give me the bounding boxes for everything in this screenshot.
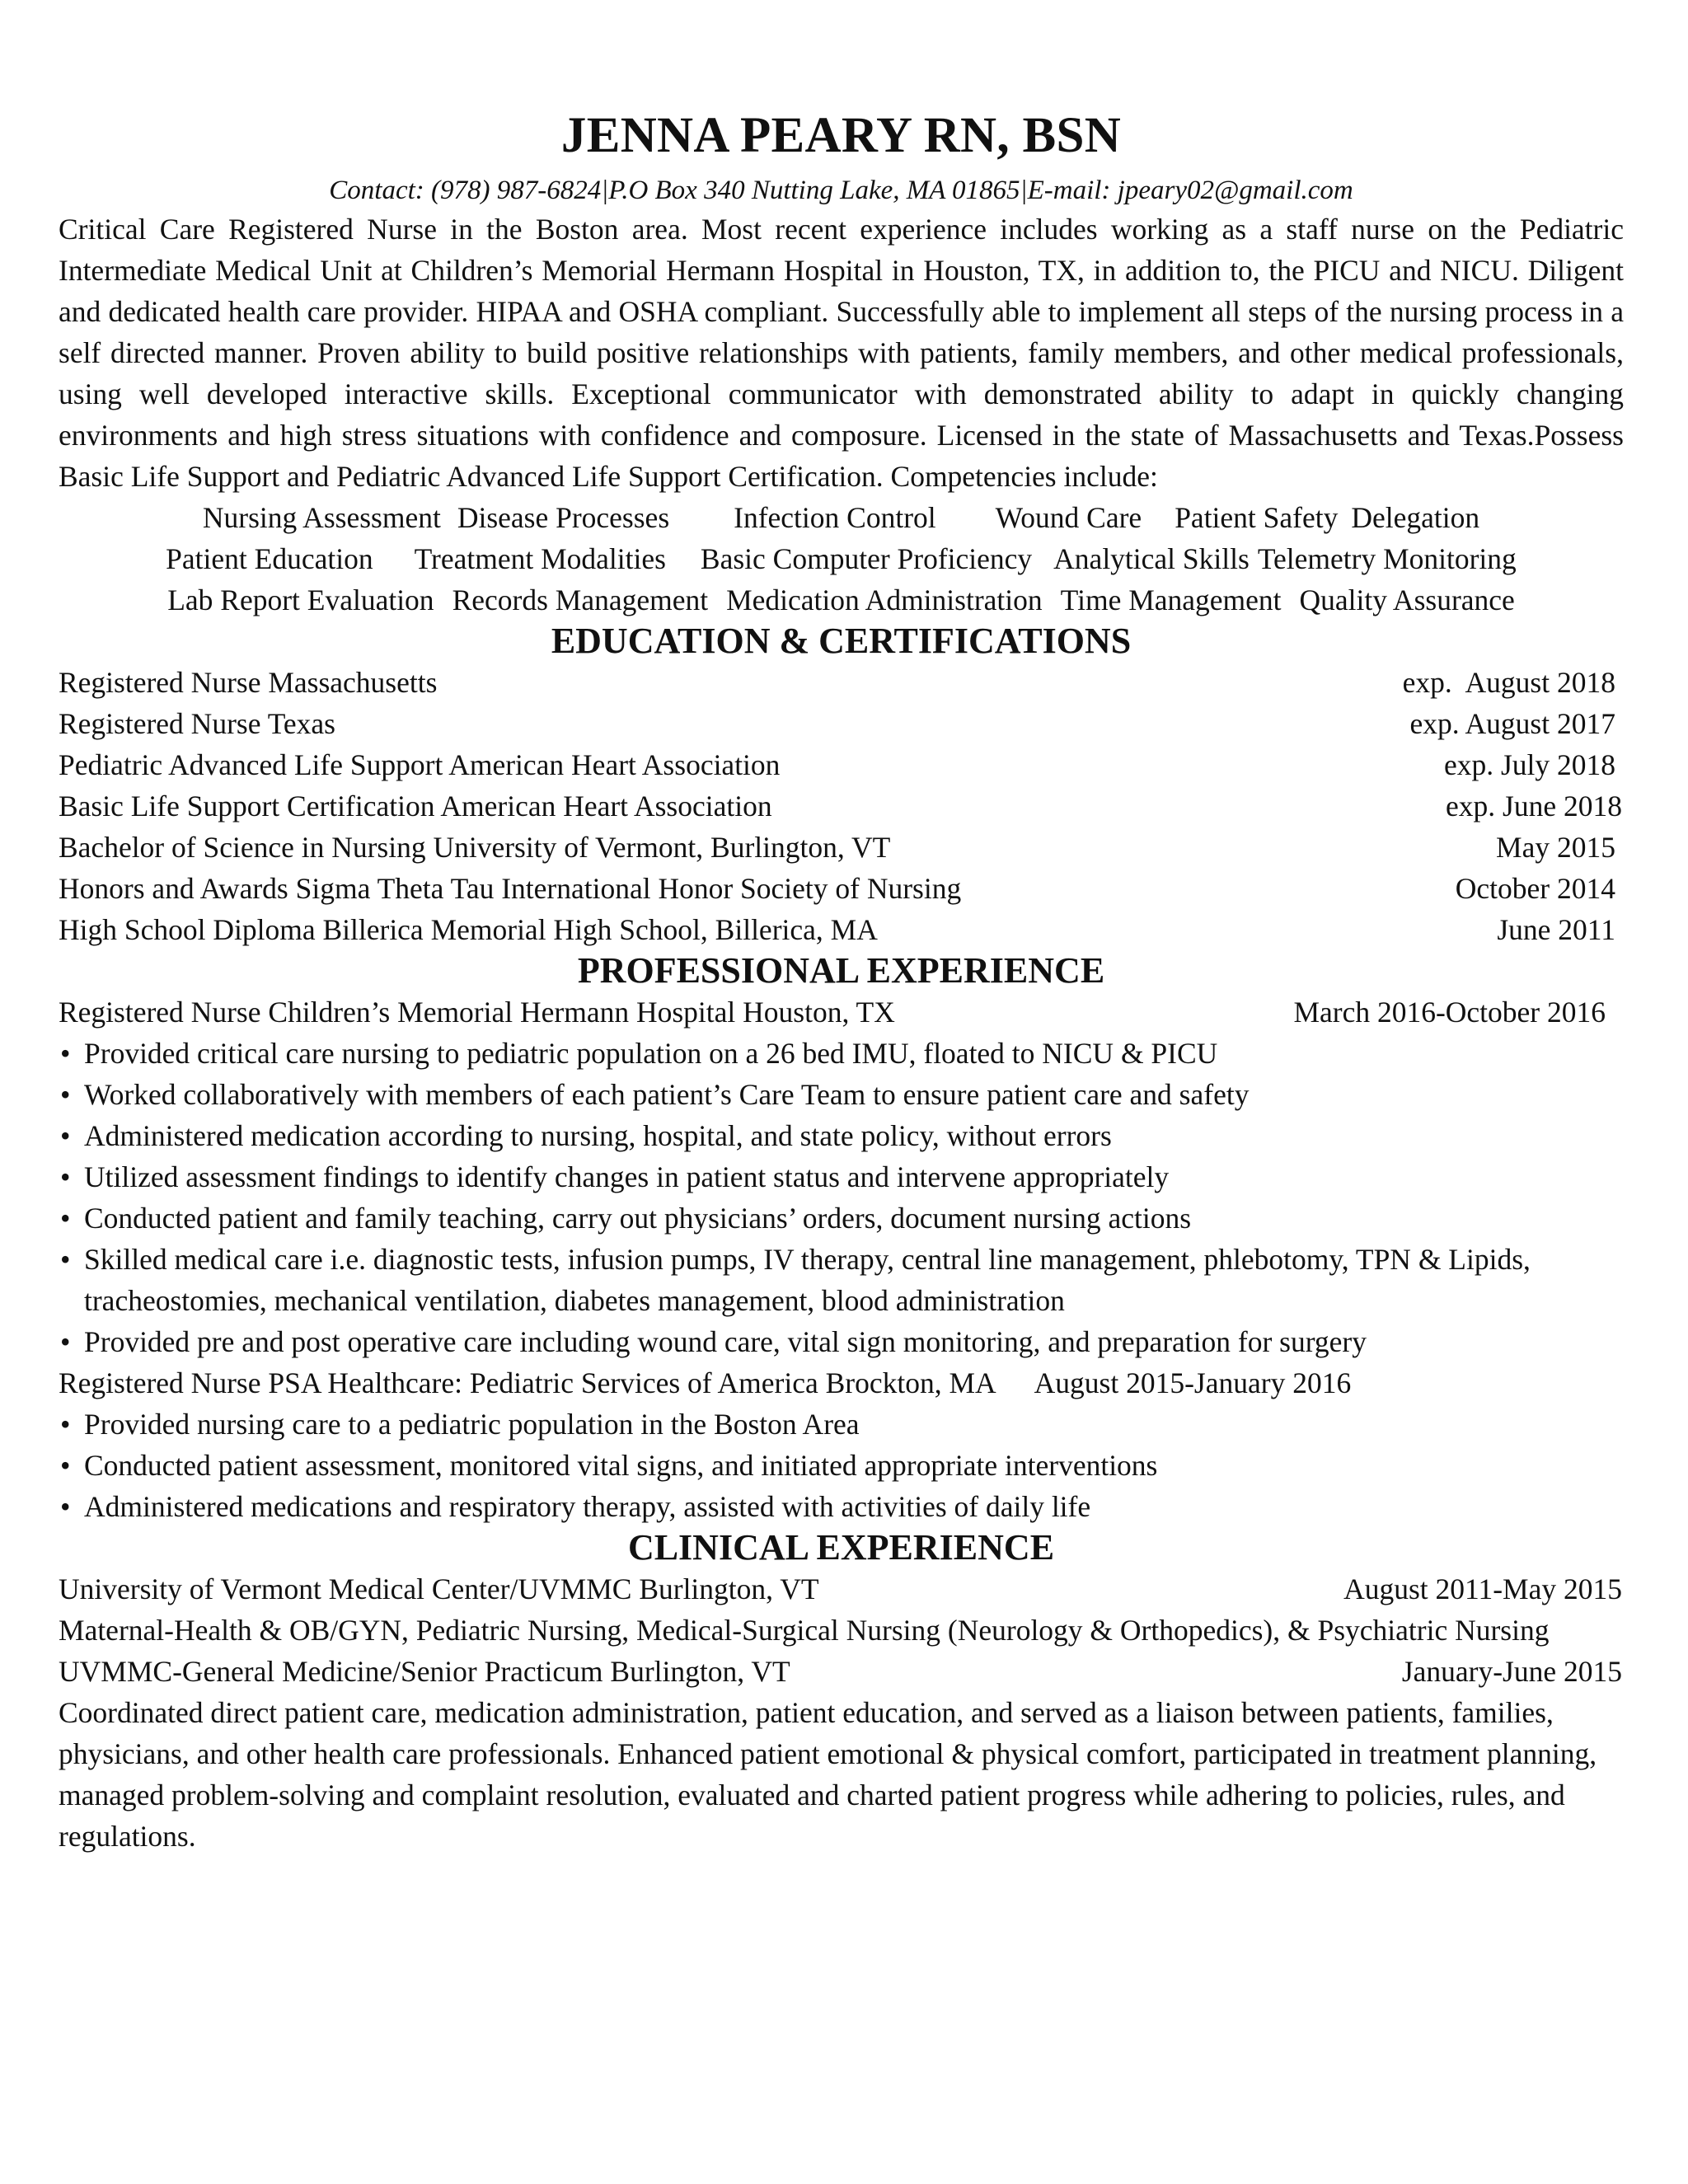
competency-item: Lab Report Evaluation bbox=[167, 583, 434, 616]
education-item bbox=[59, 785, 1624, 827]
education-item-text: Honors and Awards Sigma Theta Tau International Honor Society of Nursing bbox=[59, 872, 962, 905]
education-item-date: exp. August 2018 bbox=[1402, 666, 1615, 699]
clinical-header bbox=[59, 1568, 1624, 1610]
competency-item: Delegation bbox=[1351, 501, 1480, 534]
job-header bbox=[59, 991, 1624, 1033]
education-item-text: Bachelor of Science in Nursing University of Vermont, Burlington, VT bbox=[59, 831, 891, 864]
competency-item: Analytical Skills bbox=[1053, 542, 1250, 575]
candidate-name: JENNA PEARY RN, BSN bbox=[560, 108, 1122, 163]
education-item-date: exp. July 2018 bbox=[1443, 748, 1615, 781]
education-item-date: October 2014 bbox=[1455, 872, 1615, 905]
education-item-text: Pediatric Advanced Life Support American Heart Association bbox=[59, 748, 781, 781]
clinical-dates: August 2011-May 2015 bbox=[1343, 1572, 1622, 1605]
education-item bbox=[59, 868, 1624, 909]
professional-heading: PROFESSIONAL EXPERIENCE bbox=[577, 950, 1105, 991]
competency-item: Patient Safety bbox=[1175, 501, 1339, 534]
clinical-header bbox=[59, 1651, 1624, 1692]
competency-item: Quality Assurance bbox=[1299, 583, 1515, 616]
job-dates: March 2016-October 2016 bbox=[1293, 996, 1606, 1029]
clinical-site: UVMMC-General Medicine/Senior Practicum Burlington, VT bbox=[59, 1655, 790, 1688]
competencies-row bbox=[59, 497, 1624, 538]
job-title: Registered Nurse PSA Healthcare: Pediatric Services of America Brockton, MA bbox=[59, 1366, 996, 1399]
competency-item: Wound Care bbox=[995, 501, 1142, 534]
clinical-heading: CLINICAL EXPERIENCE bbox=[627, 1527, 1055, 1568]
job-header bbox=[59, 1362, 1624, 1404]
job-title: Registered Nurse Children’s Memorial Hermann Hospital Houston, TX bbox=[59, 996, 895, 1029]
duty-item: • Conducted patient and family teaching, carry out physicians’ orders, document nursing actions bbox=[59, 1197, 1624, 1239]
job-duties bbox=[59, 1404, 1624, 1527]
clinical-entry bbox=[59, 1651, 1624, 1857]
job-dates: August 2015-January 2016 bbox=[1034, 1366, 1352, 1399]
competency-item: Telemetry Monitoring bbox=[1257, 542, 1517, 575]
duty-item: • Skilled medical care i.e. diagnostic tests, infusion pumps, IV therapy, central line management, phlebotomy, TPN & Lipids, tracheostomies, mechanical ventilation, diabetes management, blood administration bbox=[59, 1239, 1624, 1321]
competency-item: Time Management bbox=[1060, 583, 1282, 616]
competency-item: Disease Processes bbox=[457, 501, 670, 534]
duty-item: • Provided pre and post operative care including wound care, vital sign monitoring, and preparation for surgery bbox=[59, 1321, 1624, 1362]
education-item-date: exp. August 2017 bbox=[1409, 707, 1615, 740]
duty-item: • Administered medication according to nursing, hospital, and state policy, without errors bbox=[59, 1115, 1624, 1156]
duty-item: • Administered medications and respiratory therapy, assisted with activities of daily life bbox=[59, 1486, 1624, 1527]
education-item-date: exp. June 2018 bbox=[1446, 790, 1622, 823]
education-item-text: High School Diploma Billerica Memorial High School, Billerica, MA bbox=[59, 913, 878, 946]
duty-item: • Utilized assessment findings to identify changes in patient status and intervene appropriately bbox=[59, 1156, 1624, 1197]
duty-item: • Provided critical care nursing to pediatric population on a 26 bed IMU, floated to NICU & PICU bbox=[59, 1033, 1624, 1074]
contact-line: Contact: (978) 987-6824|P.O Box 340 Nutting Lake, MA 01865|E-mail: jpeary02@gmail.com bbox=[329, 176, 1353, 205]
education-list bbox=[59, 662, 1624, 950]
competency-item: Nursing Assessment bbox=[202, 501, 441, 534]
competency-item: Infection Control bbox=[734, 501, 936, 534]
education-heading: EDUCATION & CERTIFICATIONS bbox=[551, 621, 1132, 661]
education-item bbox=[59, 662, 1624, 703]
competencies-row bbox=[59, 579, 1624, 621]
education-item-date: June 2011 bbox=[1497, 913, 1615, 946]
education-item bbox=[59, 909, 1624, 950]
professional-job bbox=[59, 991, 1624, 1362]
competency-item: Patient Education bbox=[166, 542, 373, 575]
education-item-text: Registered Nurse Texas bbox=[59, 707, 335, 740]
education-item bbox=[59, 703, 1624, 744]
competency-item: Records Management bbox=[452, 583, 709, 616]
clinical-site: University of Vermont Medical Center/UVMMC Burlington, VT bbox=[59, 1572, 819, 1605]
duty-item: • Conducted patient assessment, monitored vital signs, and initiated appropriate interventions bbox=[59, 1445, 1624, 1486]
competencies-row bbox=[59, 538, 1624, 579]
competency-item: Treatment Modalities bbox=[414, 542, 666, 575]
clinical-dates: January-June 2015 bbox=[1401, 1655, 1622, 1688]
education-item-text: Registered Nurse Massachusetts bbox=[59, 666, 438, 699]
clinical-description: Coordinated direct patient care, medication administration, patient education, and served as a liaison between patients, families, physicians, and other health care professionals. Enhanced patient emotional & physical comfort, participated in treatment planning, managed problem-solving and complaint resolution, evaluated and charted patient progress while adhering to policies, rules, and regulations. bbox=[59, 1696, 1597, 1853]
job-duties bbox=[59, 1033, 1624, 1362]
education-item bbox=[59, 827, 1624, 868]
competencies-list bbox=[59, 497, 1624, 621]
duty-item: • Worked collaboratively with members of each patient’s Care Team to ensure patient care and safety bbox=[59, 1074, 1624, 1115]
competency-item: Medication Administration bbox=[726, 583, 1043, 616]
duty-item: • Provided nursing care to a pediatric population in the Boston Area bbox=[59, 1404, 1624, 1445]
clinical-entry bbox=[59, 1568, 1624, 1651]
education-item-date: May 2015 bbox=[1496, 831, 1615, 864]
professional-job bbox=[59, 1362, 1624, 1527]
competency-item: Basic Computer Proficiency bbox=[700, 542, 1033, 575]
education-item bbox=[59, 744, 1624, 785]
clinical-description: Maternal-Health & OB/GYN, Pediatric Nursing, Medical-Surgical Nursing (Neurology & Orthopedics), & Psychiatric Nursing bbox=[59, 1614, 1550, 1647]
professional-summary: Critical Care Registered Nurse in the Boston area. Most recent experience includes working as a staff nurse on the Pediatric Intermediate Medical Unit at Children’s Memorial Hermann Hospital in Houston, TX, in addition to, the PICU and NICU. Diligent and dedicated health care provider. HIPAA and OSHA compliant. Successfully able to implement all steps of the nursing process in a self directed manner. Proven ability to build positive relationships with patients, family members, and other medical professionals, using well developed interactive skills. Exceptional communicator with demonstrated ability to adapt in quickly changing environments and high stress situations with confidence and composure. Licensed in the state of Massachusetts and Texas.Possess Basic Life Support and Pediatric Advanced Life Support Certification. Competencies include: bbox=[59, 213, 1624, 493]
education-item-text: Basic Life Support Certification American Heart Association bbox=[59, 790, 772, 823]
